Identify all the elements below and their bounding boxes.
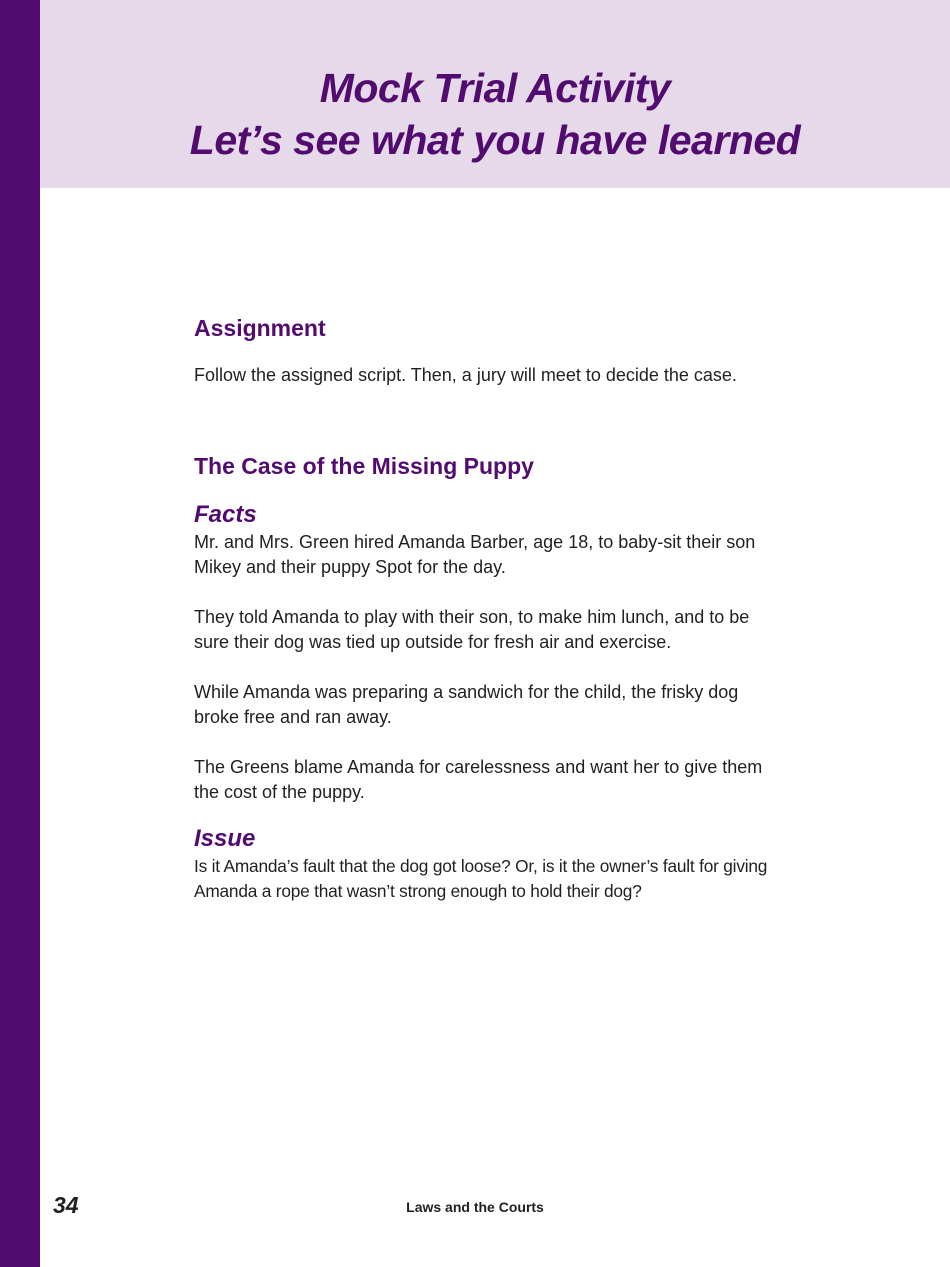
page-number: 34: [53, 1192, 79, 1218]
facts-paragraph-4: The Greens blame Amanda for carelessness and want her to give them the cost of the puppy.: [194, 757, 763, 802]
assignment-heading: Assignment: [194, 315, 326, 341]
side-bar-decoration: [0, 0, 40, 1267]
facts-heading: Facts: [194, 501, 257, 528]
page-title: [40, 62, 950, 166]
case-heading: The Case of the Missing Puppy: [194, 453, 534, 479]
facts-paragraph-2: They told Amanda to play with their son, to make him lunch, and to be sure their dog was tied up outside for fresh air and exercise.: [194, 607, 750, 652]
header-band: [40, 0, 950, 188]
page-title-line-1: Mock Trial Activity: [319, 65, 671, 111]
issue-text: Is it Amanda’s fault that the dog got loose? Or, is it the owner’s fault for giving Amanda a rope that wasn’t strong enough to hold their dog?: [194, 856, 768, 901]
facts-paragraph-1: Mr. and Mrs. Green hired Amanda Barber, age 18, to baby-sit their son Mikey and their puppy Spot for the day.: [194, 532, 756, 577]
footer-book-title: Laws and the Courts: [406, 1199, 544, 1215]
issue-heading: Issue: [194, 825, 256, 852]
page-title-line-2: Let’s see what you have learned: [189, 117, 801, 163]
facts-paragraph-3: While Amanda was preparing a sandwich for the child, the frisky dog broke free and ran away.: [194, 682, 739, 727]
assignment-text: Follow the assigned script. Then, a jury will meet to decide the case.: [194, 365, 737, 385]
